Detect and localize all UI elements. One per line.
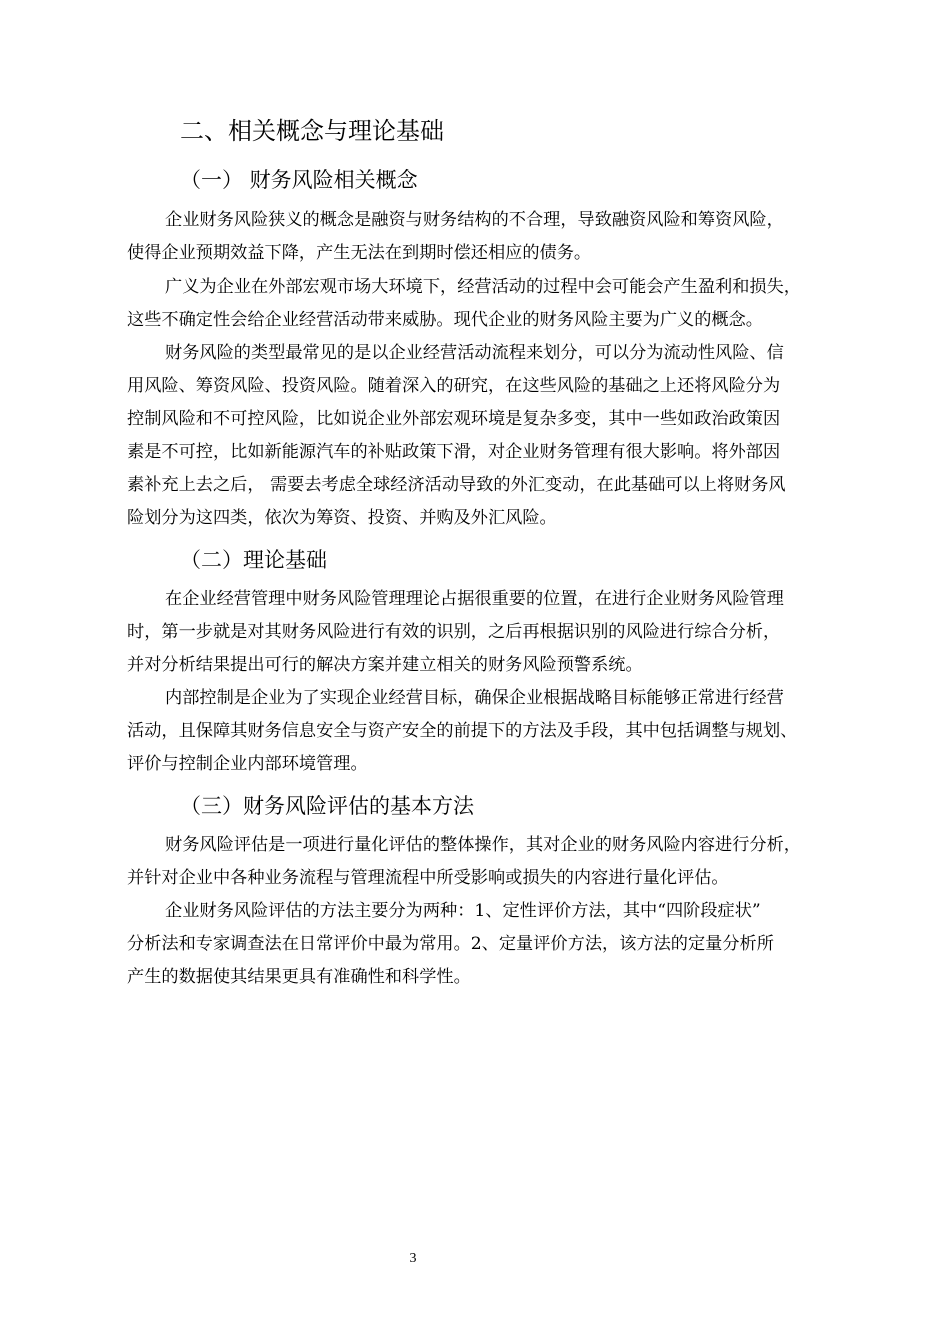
text-line: 使得企业预期效益下降，产生无法在到期时偿还相应的债务。 [127,243,592,263]
text-line: 活动，且保障其财务信息安全与资产安全的前提下的方法及手段，其中包括调整与规划、 [127,721,798,741]
text-line: 财务风险的类型最常见的是以企业经营活动流程来划分，可以分为流动性风险、信 [165,343,784,363]
text-line: 时，第一步就是对其财务风险进行有效的识别，之后再根据识别的风险进行综合分析， [127,622,781,642]
text-line: 企业财务风险狭义的概念是融资与财务结构的不合理，导致融资风险和筹资风险， [165,210,784,230]
text-line: 用风险、筹资风险、投资风险。随着深入的研究，在这些风险的基础之上还将风险分为 [127,376,781,396]
subsection-title-3: （三）财务风险评估的基本方法 [180,794,474,818]
text-line: 并对分析结果提出可行的解决方案并建立相关的财务风险预警系统。 [127,655,643,675]
subsection-title-2: （二）理论基础 [180,548,327,572]
text-line: 评价与控制企业内部环境管理。 [127,754,368,774]
text-line: 分析法和专家调查法在日常评价中最为常用。2、定量评价方法，该方法的定量分析所 [127,934,774,954]
section-title: 二、相关概念与理论基础 [180,117,444,145]
text-line: 控制风险和不可控风险，比如说企业外部宏观环境是复杂多变，其中一些如政治政策因 [127,409,781,429]
subsection-title-1: （一） 财务风险相关概念 [180,168,418,192]
text-line: 企业财务风险评估的方法主要分为两种：1、定性评价方法，其中“四阶段症状” [165,901,761,921]
text-line: 并针对企业中各种业务流程与管理流程中所受影响或损失的内容进行量化评估。 [127,868,729,888]
text-line: 内部控制是企业为了实现企业经营目标，确保企业根据战略目标能够正常进行经营 [165,688,784,708]
text-line: 险划分为这四类，依次为筹资、投资、并购及外汇风险。 [127,508,557,528]
text-line: 素补充上去之后， 需要去考虑全球经济活动导致的外汇变动，在此基础可以上将财务风 [127,475,786,495]
text-line: 财务风险评估是一项进行量化评估的整体操作，其对企业的财务风险内容进行分析， [165,835,801,855]
text-line: 这些不确定性会给企业经营活动带来威胁。现代企业的财务风险主要为广义的概念。 [127,310,763,330]
text-line: 素是不可控，比如新能源汽车的补贴政策下滑，对企业财务管理有很大影响。将外部因 [127,442,781,462]
text-line: 产生的数据使其结果更具有准确性和科学性。 [127,967,471,987]
text-line: 在企业经营管理中财务风险管理理论占据很重要的位置，在进行企业财务风险管理 [165,589,784,609]
page-number: 3 [409,1251,417,1266]
text-line: 广义为企业在外部宏观市场大环境下，经营活动的过程中会可能会产生盈利和损失， [165,277,801,297]
